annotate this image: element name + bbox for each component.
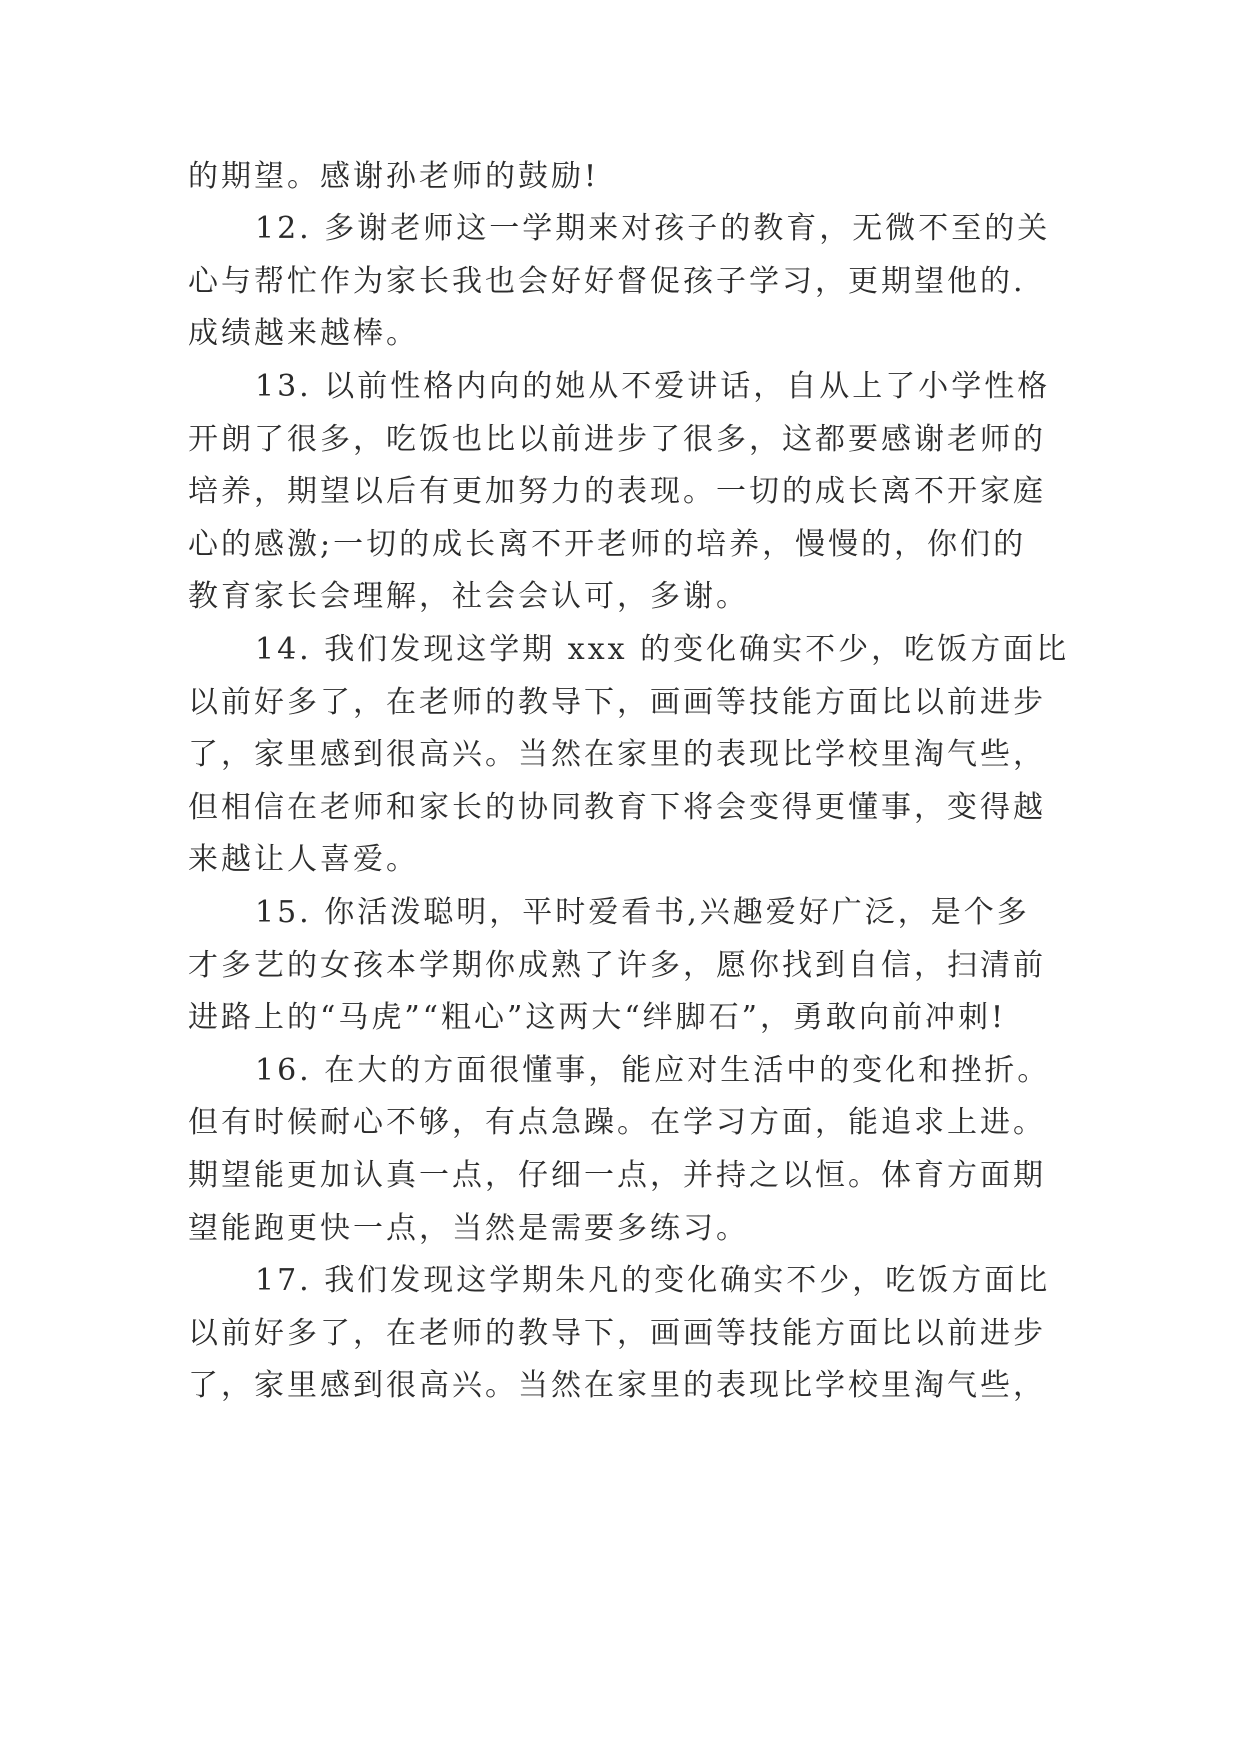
text-line: 以前好多了，在老师的教导下，画画等技能方面比以前进步	[188, 685, 1046, 720]
text-line: 来越让人喜爱。	[188, 842, 419, 877]
text-line: 期望能更加认真一点，仔细一点，并持之以恒。体育方面期	[188, 1158, 1046, 1193]
text-line: 16. 在大的方面很懂事，能应对生活中的变化和挫折。	[255, 1053, 1051, 1088]
text-line: 了，家里感到很高兴。当然在家里的表现比学校里淘气些，	[188, 1368, 1046, 1403]
text-line: 心的感激;一切的成长离不开老师的培养，慢慢的，你们的	[188, 527, 1027, 562]
text-line: 进路上的“马虎”“粗心”这两大“绊脚石”，勇敢向前冲刺!	[188, 1000, 1007, 1035]
text-line: 但有时候耐心不够，有点急躁。在学习方面，能追求上进。	[188, 1105, 1046, 1140]
text-line: 才多艺的女孩本学期你成熟了许多，愿你找到自信，扫清前	[188, 948, 1046, 983]
text-line: 14. 我们发现这学期 xxx 的变化确实不少，吃饭方面比	[255, 632, 1070, 667]
text-line: 成绩越来越棒。	[188, 316, 419, 351]
text-line: 开朗了很多，吃饭也比以前进步了很多，这都要感谢老师的	[188, 422, 1046, 457]
text-line: 的期望。感谢孙老师的鼓励!	[188, 159, 600, 194]
text-line: 了，家里感到很高兴。当然在家里的表现比学校里淘气些，	[188, 737, 1046, 772]
text-line: 心与帮忙作为家长我也会好好督促孩子学习，更期望他的.	[188, 264, 1026, 299]
text-line: 以前好多了，在老师的教导下，画画等技能方面比以前进步	[188, 1316, 1046, 1351]
text-line: 但相信在老师和家长的协同教育下将会变得更懂事，变得越	[188, 790, 1046, 825]
text-line: 望能跑更快一点，当然是需要多练习。	[188, 1211, 749, 1246]
text-line: 培养，期望以后有更加努力的表现。一切的成长离不开家庭	[188, 474, 1046, 509]
text-line: 教育家长会理解，社会会认可，多谢。	[188, 579, 749, 614]
text-line: 12. 多谢老师这一学期来对孩子的教育，无微不至的关	[255, 211, 1051, 246]
text-line: 17. 我们发现这学期朱凡的变化确实不少，吃饭方面比	[255, 1263, 1051, 1298]
text-line: 15. 你活泼聪明，平时爱看书,兴趣爱好广泛，是个多	[255, 895, 1030, 930]
text-line: 13. 以前性格内向的她从不爱讲话，自从上了小学性格	[255, 369, 1051, 404]
